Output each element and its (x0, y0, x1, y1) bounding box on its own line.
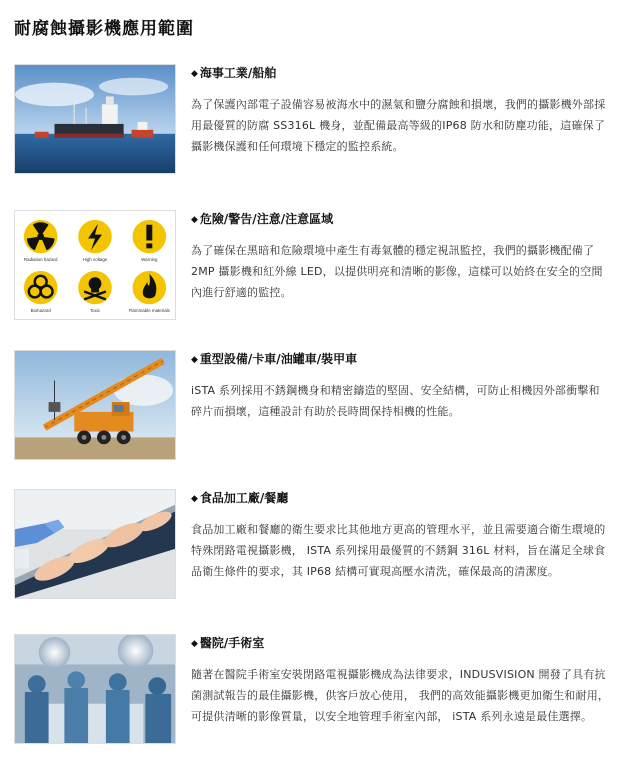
section-body: 隨著在醫院手術室安裝閉路電視攝影機成為法律要求，INDUSVISION 開發了具有抗菌測試報告的最佳攝影機，供客戶放心使用， 我們的高效能攝影機更加衛生和耐用，可提供清晰的影像質量，以安全地管理手術室內部， iSTA 系列永遠是最佳選擇。 (191, 668, 610, 723)
section-body: 食品加工廠和餐廳的衛生要求比其他地方更高的管理水平，並且需要適合衛生環境的特殊閉路電視攝影機， ISTA 系列採用最優質的不銹鋼 316L 材料，旨在滿足全球食品衛生條件的要求，其 IP68 結構可實現高壓水清洗，確保最高的清潔度。 (191, 523, 606, 578)
diamond-bullet-icon: ◆ (191, 215, 198, 225)
hazard-label: Biohazard (30, 308, 51, 314)
hazard-label: Flammable materials (128, 308, 170, 314)
section-heading: ◆ 食品加工廠/餐廳 (191, 491, 289, 505)
diamond-bullet-icon: ◆ (191, 639, 198, 649)
section-body: 為了保護內部電子設備容易被海水中的濕氣和鹽分腐蝕和損壞，我們的攝影機外部採用最優質的防腐 SS316L 機身，並配備最高等級的IP68 防水和防塵功能，這確保了攝影機保護和任何環境下穩定的監控系統。 (191, 98, 606, 153)
hazard-label: Warning (141, 257, 158, 263)
section-heading: ◆ 危險/警告/注意/注意區域 (191, 212, 334, 226)
diamond-bullet-icon: ◆ (191, 355, 198, 365)
section-body: iSTA 系列採用不銹鋼機身和精密鑄造的堅固、安全結構，可防止相機因外部衝擊和碎片而損壞，這種設計有助於長時間保持相機的性能。 (191, 384, 600, 418)
diamond-bullet-icon: ◆ (191, 494, 198, 504)
section-heading: ◆ 海事工業/船舶 (191, 66, 277, 80)
crane-photo (14, 350, 176, 460)
section-heading: ◆ 醫院/手術室 (191, 636, 265, 650)
ship-photo (14, 64, 176, 174)
hazard-label: Toxic (89, 308, 101, 314)
hazard-label: Radiation hazard (23, 257, 58, 263)
section-heading: ◆ 重型設備/卡車/油罐車/裝甲車 (191, 352, 358, 366)
section-body: 為了確保在黑暗和危險環境中產生有毒氣體的穩定視訊監控，我們的攝影機配備了 2MP 攝影機和紅外線 LED，以提供明亮和清晰的影像，這樣可以始終在安全的空間內進行舒適的監控。 (191, 244, 603, 299)
page-title: 耐腐蝕攝影機應用範圍 (14, 19, 194, 39)
hazard-signs-image (14, 210, 176, 320)
hazard-label: High voltage (82, 257, 108, 263)
diamond-bullet-icon: ◆ (191, 69, 198, 79)
operating-room-photo (14, 634, 176, 744)
food-processing-photo (14, 489, 176, 599)
